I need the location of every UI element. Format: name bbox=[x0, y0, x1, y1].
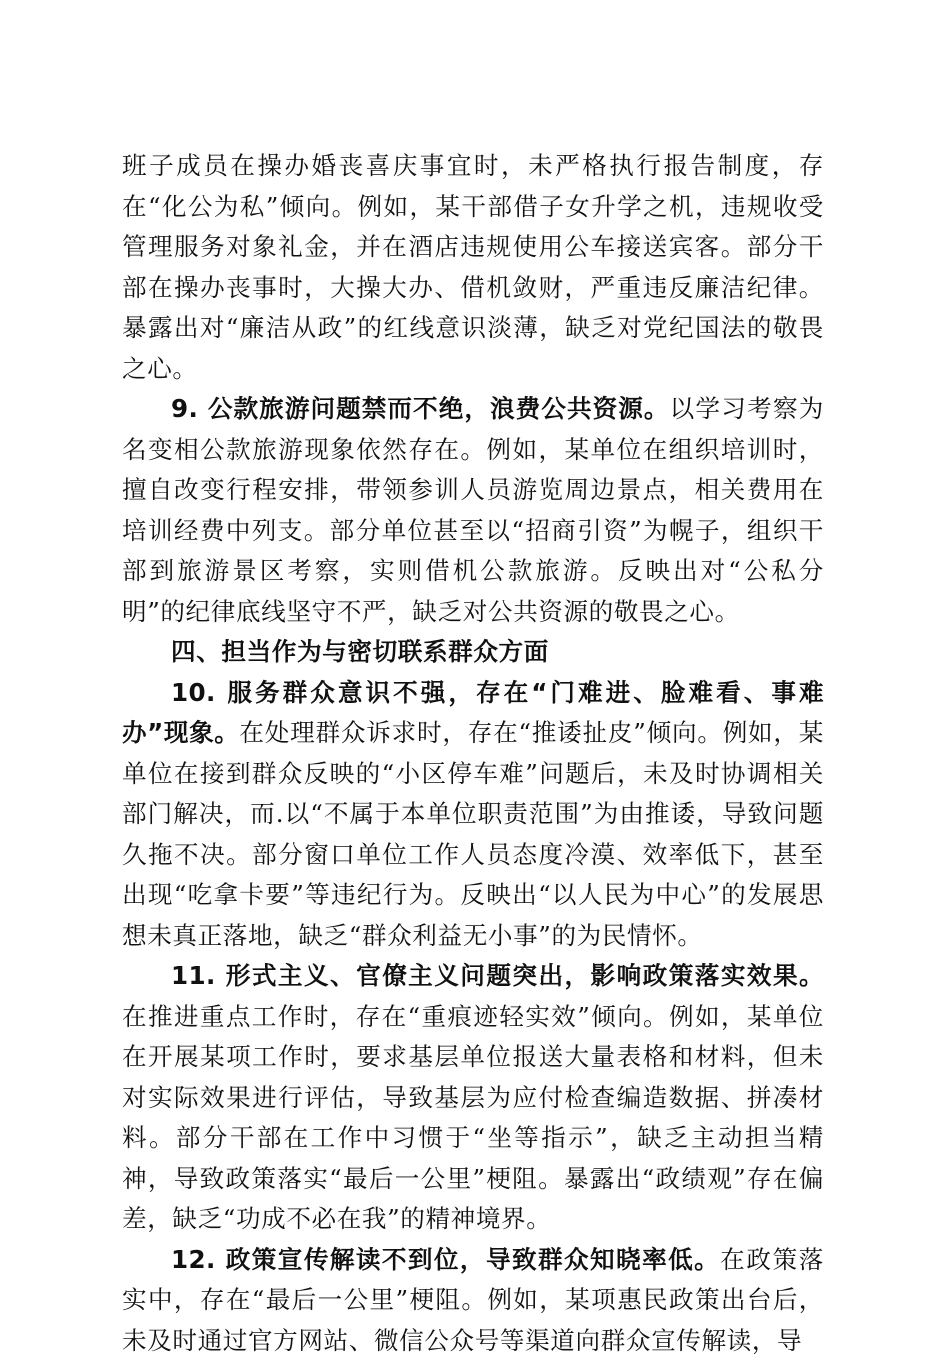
item-11-lead: 11. 形式主义、官僚主义问题突出，影响政策落实效果。 bbox=[171, 961, 824, 990]
item-9-paragraph bbox=[122, 389, 824, 632]
continuation-text: 班子成员在操办婚丧喜庆事宜时，未严格执行报告制度，存在“化公为私”倾向。例如，某干部借子女升学之机，违规收受管理服务对象礼金，并在酒店违规使用公车接送宾客。部分干部在操办丧事时，大操大办、借机敛财，严重违反廉洁纪律。暴露出对“廉洁从政”的红线意识淡薄，缺乏对党纪国法的敬畏之心。 bbox=[122, 151, 824, 383]
item-10-body: 在处理群众诉求时，存在“推诿扯皮”倾向。例如，某单位在接到群众反映的“小区停车难”问题后，未及时协调相关部门解决，而.以“不属于本单位职责范围”为由推诿，导致问题久拖不决。部分窗口单位工作人员态度冷漠、效率低下，甚至出现“吃拿卡要”等违纪行为。反映出“以人民为中心”的发展思想未真正落地，缺乏“群众利益无小事”的为民情怀。 bbox=[122, 718, 824, 950]
item-12-paragraph bbox=[122, 1240, 824, 1361]
item-10-paragraph bbox=[122, 673, 824, 957]
item-12-lead: 12. 政策宣传解读不到位，导致群众知晓率低。 bbox=[171, 1245, 720, 1274]
item-9-lead: 9. 公款旅游问题禁而不绝，浪费公共资源。 bbox=[171, 394, 670, 423]
document-page bbox=[122, 146, 824, 1361]
section-heading: 四、担当作为与密切联系群众方面 bbox=[122, 632, 824, 673]
item-9-body: 以学习考察为名变相公款旅游现象依然存在。例如，某单位在组织培训时，擅自改变行程安排，带领参训人员游览周边景点，相关费用在培训经费中列支。部分单位甚至以“招商引资”为幌子，组织干部到旅游景区考察，实则借机公款旅游。反映出对“公私分明”的纪律底线坚守不严，缺乏对公共资源的敬畏之心。 bbox=[122, 394, 824, 626]
item-11-body: 在推进重点工作时，存在“重痕迹轻实效”倾向。例如，某单位在开展某项工作时，要求基层单位报送大量表格和材料，但未对实际效果进行评估，导致基层为应付检查编造数据、拼凑材料。部分干部在工作中习惯于“坐等指示”，缺乏主动担当精神，导致政策落实“最后一公里”梗阻。暴露出“政绩观”存在偏差，缺乏“功成不必在我”的精神境界。 bbox=[122, 1002, 824, 1234]
item-12-body: 在政策落实中，存在“最后一公里”梗阻。例如，某项惠民政策出台后，未及时通过官方网站、微信公众号等渠道向群众宣传解读，导 bbox=[122, 1245, 824, 1355]
item-11-paragraph bbox=[122, 956, 824, 1240]
continuation-paragraph bbox=[122, 146, 824, 389]
item-10-lead: 10. 服务群众意识不强，存在“门难进、脸难看、事难办”现象。 bbox=[122, 678, 824, 748]
